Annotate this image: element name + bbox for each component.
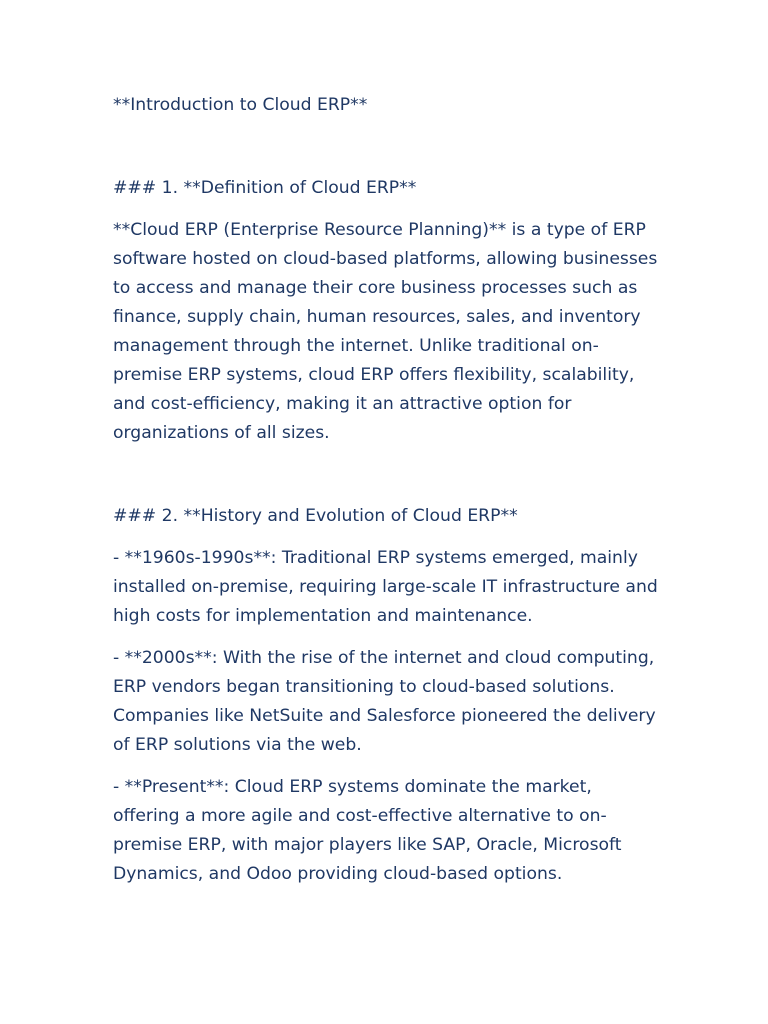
- history-bullet-2000s: - **2000s**: With the rise of the internet and cloud computing, ERP vendors began transitioning to cloud-based solutions. Companies like NetSuite and Salesforce pioneered the delivery of ERP solutions via the web.: [113, 648, 656, 755]
- document-title: **Introduction to Cloud ERP**: [113, 95, 368, 115]
- history-bullet-1960s: - **1960s-1990s**: Traditional ERP systems emerged, mainly installed on-premise, requiring large-scale IT infrastructure and high costs for implementation and maintenance.: [113, 548, 658, 626]
- section-heading-history: ### 2. **History and Evolution of Cloud ERP**: [113, 506, 518, 526]
- history-bullet-present: - **Present**: Cloud ERP systems dominate the market, offering a more agile and cost-effective alternative to on-premise ERP, with major players like SAP, Oracle, Microsoft Dynamics, and Odoo providing cloud-based options.: [113, 777, 622, 884]
- document-body: [113, 91, 658, 902]
- section-heading-definition: ### 1. **Definition of Cloud ERP**: [113, 178, 417, 198]
- definition-paragraph: **Cloud ERP (Enterprise Resource Planning)** is a type of ERP software hosted on cloud-based platforms, allowing businesses to access and manage their core business processes such as finance, supply chain, human resources, sales, and inventory management through the internet. Unlike traditional on-premise ERP systems, cloud ERP offers flexibility, scalability, and cost-efficiency, making it an attractive option for organizations of all sizes.: [113, 220, 658, 443]
